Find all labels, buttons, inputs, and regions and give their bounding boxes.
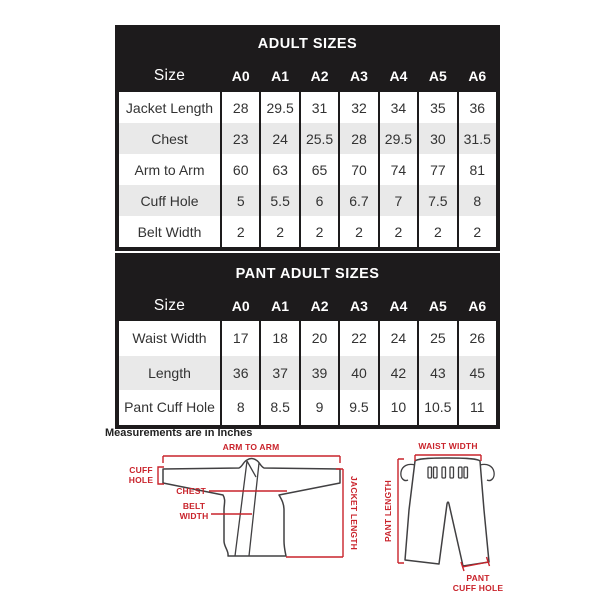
column-header: A2: [310, 298, 329, 314]
table-header-row: [119, 60, 496, 92]
column-header: A3: [350, 68, 368, 84]
waist-width-label: WAIST WIDTH: [418, 441, 478, 451]
cell-value: 63: [261, 154, 298, 185]
cell-value: 28: [340, 123, 377, 154]
cell-value: 24: [261, 123, 298, 154]
column-header: A3: [350, 298, 368, 314]
row-label: Arm to Arm: [119, 154, 220, 185]
cell-value: 30: [419, 123, 456, 154]
cell-value: 8: [459, 185, 496, 216]
jacket-length-label: JACKET LENGTH: [349, 476, 359, 550]
column-header: A2: [310, 68, 329, 84]
cell-value: 22: [340, 321, 377, 356]
column-header: A6: [468, 68, 487, 84]
pant-cuff-hole-label-line2: CUFF HOLE: [452, 583, 504, 593]
cell-value: 18: [261, 321, 298, 356]
cell-value: 39: [301, 356, 338, 391]
cell-value: 6: [301, 185, 338, 216]
cell-value: 24: [380, 321, 417, 356]
row-label: Length: [119, 356, 220, 391]
column-header: A0: [231, 68, 250, 84]
size-header: Size: [153, 67, 186, 84]
cell-value: 43: [419, 356, 456, 391]
cell-value: 36: [459, 92, 496, 123]
cell-value: 25: [419, 321, 456, 356]
cuff-hole-label-line1: CUFF: [129, 465, 153, 475]
cell-value: 5.5: [261, 185, 298, 216]
cell-value: 11: [459, 390, 496, 425]
column-header: A1: [271, 298, 290, 314]
column-header: A4: [389, 298, 408, 314]
adult-sizes-table: [115, 25, 500, 251]
arm-to-arm-label: ARM TO ARM: [222, 442, 280, 452]
cell-value: 8.5: [261, 390, 298, 425]
belt-width-label-line2: WIDTH: [179, 511, 209, 521]
cell-value: 10.5: [419, 390, 456, 425]
table-body: [119, 92, 496, 247]
pant-length-label: PANT LENGTH: [383, 479, 393, 543]
pant-cuff-hole-label-line1: PANT: [466, 573, 490, 583]
cell-value: 74: [380, 154, 417, 185]
cell-value: 2: [222, 216, 259, 247]
cell-value: 2: [261, 216, 298, 247]
row-label: Waist Width: [119, 321, 220, 356]
row-label: Jacket Length: [119, 92, 220, 123]
table-title: ADULT SIZES: [257, 36, 358, 52]
cell-value: 77: [419, 154, 456, 185]
cell-value: 2: [419, 216, 456, 247]
cell-value: 31.5: [459, 123, 496, 154]
cell-value: 31: [301, 92, 338, 123]
cell-value: 10: [380, 390, 417, 425]
cell-value: 40: [340, 356, 377, 391]
cell-value: 32: [340, 92, 377, 123]
cell-value: 2: [301, 216, 338, 247]
cell-value: 2: [380, 216, 417, 247]
size-header: Size: [153, 297, 186, 314]
cuff-hole-label-line2: HOLE: [128, 475, 154, 485]
cell-value: 28: [222, 92, 259, 123]
cell-value: 2: [459, 216, 496, 247]
cell-value: 42: [380, 356, 417, 391]
column-header: A5: [428, 298, 447, 314]
cell-value: 37: [261, 356, 298, 391]
table-body: [119, 321, 496, 425]
cell-value: 5: [222, 185, 259, 216]
pants-outline: [405, 458, 489, 566]
cell-value: 29.5: [380, 123, 417, 154]
cell-value: 8: [222, 390, 259, 425]
column-header: A5: [428, 68, 447, 84]
column-header: A0: [231, 298, 250, 314]
pant-adult-sizes-table: [115, 253, 500, 429]
cell-value: 7.5: [419, 185, 456, 216]
row-label: Pant Cuff Hole: [119, 390, 220, 425]
table-title: PANT ADULT SIZES: [235, 266, 380, 282]
units-note: Measurements are in Inches: [105, 427, 253, 439]
cell-value: 9: [301, 390, 338, 425]
column-header: A4: [389, 68, 408, 84]
jacket-diagram: [100, 437, 390, 600]
cell-value: 25.5: [301, 123, 338, 154]
cell-value: 36: [222, 356, 259, 391]
cell-value: 2: [340, 216, 377, 247]
cell-value: 7: [380, 185, 417, 216]
cell-value: 20: [301, 321, 338, 356]
column-header: A6: [468, 298, 487, 314]
cell-value: 70: [340, 154, 377, 185]
cell-value: 65: [301, 154, 338, 185]
cell-value: 26: [459, 321, 496, 356]
belt-width-label-line1: BELT: [182, 501, 206, 511]
row-label: Belt Width: [119, 216, 220, 247]
cell-value: 23: [222, 123, 259, 154]
column-header: A1: [271, 68, 290, 84]
chest-label: CHEST: [176, 486, 206, 496]
cell-value: 17: [222, 321, 259, 356]
cell-value: 29.5: [261, 92, 298, 123]
cell-value: 45: [459, 356, 496, 391]
pants-diagram: [375, 432, 560, 600]
row-label: Cuff Hole: [119, 185, 220, 216]
cell-value: 81: [459, 154, 496, 185]
cell-value: 9.5: [340, 390, 377, 425]
cell-value: 60: [222, 154, 259, 185]
cell-value: 6.7: [340, 185, 377, 216]
row-label: Chest: [119, 123, 220, 154]
cell-value: 35: [419, 92, 456, 123]
table-header-row: [119, 291, 496, 321]
cell-value: 34: [380, 92, 417, 123]
